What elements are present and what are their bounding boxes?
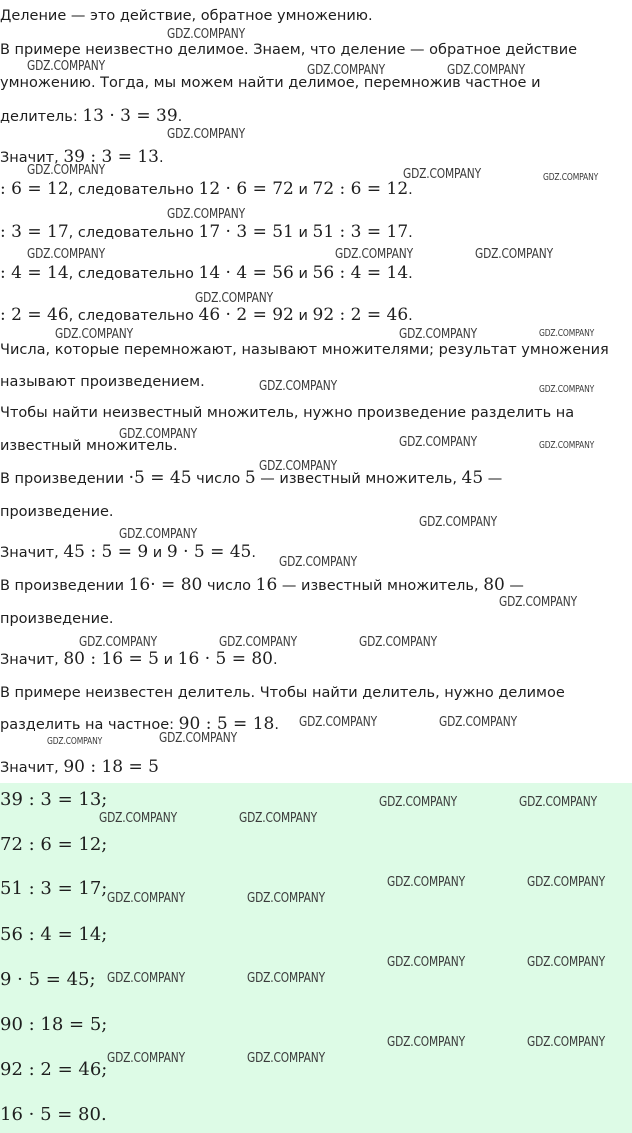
answer-line: 51 : 3 = 17; [0, 878, 108, 899]
math-expression: : 6 = 12 [0, 179, 69, 199]
text-line: Значит, 90 : 18 = 5 [0, 757, 159, 777]
watermark-text: GDZ.COMPANY [387, 955, 465, 970]
text-line: : 2 = 46, следовательно 46 · 2 = 92 и 92 : 2 = 46. [0, 305, 413, 325]
answer-line: 90 : 18 = 5; [0, 1014, 108, 1035]
math-expression: 16· = 80 [128, 575, 203, 595]
watermark-text: GDZ.COMPANY [399, 327, 477, 342]
math-expression: 17 · 3 = 51 [198, 222, 294, 242]
math-expression: 92 : 2 = 46 [312, 305, 409, 325]
watermark-text: GDZ.COMPANY [27, 247, 105, 262]
watermark-text: GDZ.COMPANY [527, 955, 605, 970]
watermark-text: GDZ.COMPANY [307, 63, 385, 78]
math-expression: : 3 = 17 [0, 222, 69, 242]
watermark-text: GDZ.COMPANY [399, 435, 477, 450]
watermark-text: GDZ.COMPANY [527, 875, 605, 890]
math-expression: : 4 = 14 [0, 263, 69, 283]
text-line: делитель: 13 · 3 = 39. [0, 106, 183, 126]
watermark-text: GDZ.COMPANY [247, 891, 325, 906]
watermark-text: GDZ.COMPANY [299, 715, 377, 730]
math-expression: 14 · 4 = 56 [198, 263, 294, 283]
text-line: произведение. [0, 504, 114, 520]
watermark-text: GDZ.COMPANY [107, 1051, 185, 1066]
watermark-text: GDZ.COMPANY [259, 459, 337, 474]
math-expression: 45 : 5 = 9 [63, 542, 149, 562]
math-expression: 51 : 3 = 17 [312, 222, 409, 242]
watermark-text: GDZ.COMPANY [219, 635, 297, 650]
watermark-text: GDZ.COMPANY [247, 971, 325, 986]
watermark-text: GDZ.COMPANY [247, 1051, 325, 1066]
watermark-text: GDZ.COMPANY [107, 971, 185, 986]
text-line: разделить на частное: 90 : 5 = 18. [0, 714, 279, 734]
answer-line: 72 : 6 = 12; [0, 834, 108, 855]
math-expression: 5 [244, 468, 256, 488]
watermark-text: GDZ.COMPANY [527, 1035, 605, 1050]
watermark-text: GDZ.COMPANY [55, 327, 133, 342]
math-expression: : 2 = 46 [0, 305, 69, 325]
watermark-text: GDZ.COMPANY [387, 875, 465, 890]
text-line: называют произведением. [0, 374, 205, 390]
watermark-text: GDZ.COMPANY [543, 172, 599, 183]
watermark-text: GDZ.COMPANY [359, 635, 437, 650]
text-line: известный множитель. [0, 438, 178, 454]
math-expression: 9 · 5 = 45 [166, 542, 252, 562]
watermark-text: GDZ.COMPANY [27, 59, 105, 74]
answer-line: 39 : 3 = 13; [0, 789, 108, 810]
text-line: В примере неизвестно делимое. Знаем, что деление — обратное действие [0, 42, 578, 58]
text-line: : 6 = 12, следовательно 12 · 6 = 72 и 72 : 6 = 12. [0, 179, 413, 199]
watermark-text: GDZ.COMPANY [539, 440, 595, 451]
watermark-text: GDZ.COMPANY [159, 731, 237, 746]
watermark-text: GDZ.COMPANY [167, 27, 245, 42]
watermark-text: GDZ.COMPANY [379, 795, 457, 810]
text-line: произведение. [0, 611, 114, 627]
watermark-text: GDZ.COMPANY [335, 247, 413, 262]
text-line: Значит, 80 : 16 = 5 и 16 · 5 = 80. [0, 649, 278, 669]
watermark-text: GDZ.COMPANY [279, 555, 357, 570]
text-line: В произведении 16· = 80 число 16 — известный множитель, 80 — [0, 575, 524, 595]
watermark-text: GDZ.COMPANY [259, 379, 337, 394]
text-line: Деление — это действие, обратное умножению. [0, 8, 373, 24]
watermark-text: GDZ.COMPANY [27, 163, 105, 178]
watermark-text: GDZ.COMPANY [539, 384, 595, 395]
answer-line: 92 : 2 = 46; [0, 1059, 108, 1080]
watermark-text: GDZ.COMPANY [475, 247, 553, 262]
watermark-text: GDZ.COMPANY [239, 811, 317, 826]
math-expression: 16 [255, 575, 278, 595]
watermark-text: GDZ.COMPANY [419, 515, 497, 530]
math-expression: 80 : 16 = 5 [63, 649, 159, 669]
answer-line: 56 : 4 = 14; [0, 924, 108, 945]
math-expression: 13 · 3 = 39 [82, 106, 178, 126]
text-line: Числа, которые перемножают, называют множителями; результат умножения [0, 342, 609, 358]
math-expression: 12 · 6 = 72 [198, 179, 294, 199]
text-line: В примере неизвестен делитель. Чтобы найти делитель, нужно делимое [0, 685, 565, 701]
text-line: умножению. Тогда, мы можем найти делимое, перемножив частное и [0, 75, 541, 91]
watermark-text: GDZ.COMPANY [167, 207, 245, 222]
watermark-text: GDZ.COMPANY [47, 736, 103, 747]
text-line: Значит, 39 : 3 = 13. [0, 147, 164, 167]
watermark-text: GDZ.COMPANY [403, 167, 481, 182]
text-line: : 3 = 17, следовательно 17 · 3 = 51 и 51 : 3 = 17. [0, 222, 413, 242]
watermark-text: GDZ.COMPANY [99, 811, 177, 826]
math-expression: 72 : 6 = 12 [312, 179, 409, 199]
math-expression: 56 : 4 = 14 [312, 263, 409, 283]
math-expression: 90 : 5 = 18 [178, 714, 275, 734]
watermark-text: GDZ.COMPANY [167, 127, 245, 142]
watermark-text: GDZ.COMPANY [447, 63, 525, 78]
text-line: Значит, 45 : 5 = 9 и 9 · 5 = 45. [0, 542, 256, 562]
text-line: Чтобы найти неизвестный множитель, нужно произведение разделить на [0, 405, 575, 421]
answer-line: 9 · 5 = 45; [0, 969, 96, 990]
math-expression: 46 · 2 = 92 [198, 305, 294, 325]
math-expression: 45 [461, 468, 484, 488]
watermark-text: GDZ.COMPANY [195, 291, 273, 306]
math-expression: 39 : 3 = 13 [63, 147, 159, 167]
watermark-text: GDZ.COMPANY [439, 715, 517, 730]
math-expression: ·5 = 45 [128, 468, 192, 488]
text-line: В произведении ·5 = 45 число 5 — известный множитель, 45 — [0, 468, 503, 488]
watermark-text: GDZ.COMPANY [79, 635, 157, 650]
text-line: : 4 = 14, следовательно 14 · 4 = 56 и 56 : 4 = 14. [0, 263, 413, 283]
answer-line: 16 · 5 = 80. [0, 1104, 107, 1125]
watermark-text: GDZ.COMPANY [119, 527, 197, 542]
math-expression: 16 · 5 = 80 [177, 649, 273, 669]
watermark-text: GDZ.COMPANY [119, 427, 197, 442]
math-expression: 80 [483, 575, 505, 595]
watermark-text: GDZ.COMPANY [499, 595, 577, 610]
watermark-text: GDZ.COMPANY [539, 328, 595, 339]
watermark-text: GDZ.COMPANY [519, 795, 597, 810]
math-expression: 90 : 18 = 5 [63, 757, 159, 777]
watermark-text: GDZ.COMPANY [107, 891, 185, 906]
watermark-text: GDZ.COMPANY [387, 1035, 465, 1050]
